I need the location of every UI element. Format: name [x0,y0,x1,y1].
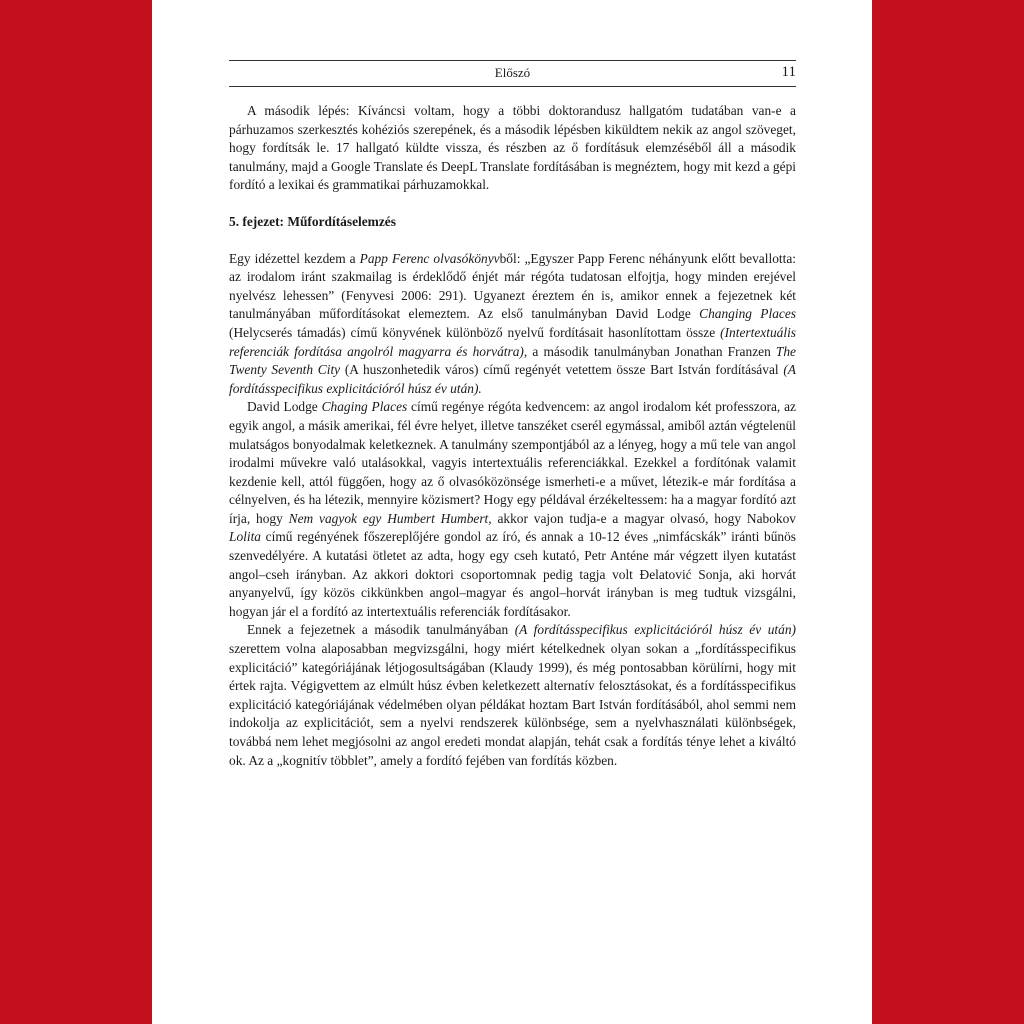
italic-run: (A fordításspecifikus explicitációról húsz év után) [514,622,796,638]
text-run: a második tanulmányban Jonathan Franzen [527,343,776,359]
italic-run: (A fordításspecifikus explicitációról húsz év után). [229,362,796,396]
header-title: Előszó [494,65,531,80]
text-run: ből: „Egyszer Papp Ferenc néhányunk előtt bevallotta: az irodalom iránt szakmailag is érdeklődő énjét már régóta tudatosan elfojtja, hogy minden erejével nyelvész lehessen” (Fenyvesi 2006: 291). Ugyanezt éreztem én is, amikor ennek a fejezetnek két tanulmányában műfordításokat elemeztem. Az első tanulmányban David Lodge [229,250,796,322]
text-run: című regénye régóta kedvencem: az angol irodalom két professzora, az egyik angol, a másik amerikai, fél évre helyet, illetve tanszéket cserél egymással, amiből aztán végtelenül mulatságos bonyodalmak keletkeznek. A tanulmány szempontjából az a lényeg, hogy a mű tele van angol irodalmi művekre való utalásokkal, vagyis intertextuális referenciákkal. Ezekkel a fordítónak valamit kezdenie kell, attól függően, hogy az ő olvasóközönsége ismerheti-e a művet, létezik-e már fordítása a célnyelven, és ha létezik, mennyire közismert? Hogy egy példával érzékeltessem: ha a magyar fordító azt írja, hogy [229,399,796,526]
text-run: szerettem volna alaposabban megvizsgálni, hogy miért kételkednek olyan sokan a „fordításspecifikus explicitáció” kategóriájának létjogosultságában (Klaudy 1999), és még pontosabban körülírni, hogy mit értek rajta. Végigvettem az elmúlt húsz évben keletkezett alternatív felosztásokat, és a fordításspecifikus explicitáció kategóriájának védelmében olyan példákat hoztam Bart István fordításából, ahol semmi nem indokolja az explicitációt, sem a nyelvi rendszerek különbsége, sem a nyelvhasználati különbségek, továbbá nem lehet megjósolni az angol eredeti mondat alapján, tehát csak a fordítás ténye lehet a kiváltó ok. Az a „kognitív többlet”, amely a fordító fejében van fordítás közben. [229,641,796,768]
text-run: Ennek a fejezetnek a második tanulmányában [247,622,515,638]
italic-run: The Twenty Seventh City [229,343,796,378]
text-run: című regényének főszereplőjére gondol az író, és annak a 10-12 éves „nimfácskák” iránti bűnös szenvedélyére. A kutatási ötletet az adta, hogy egy cseh kutató, Petr Anténe már végzett ilyen kutatást angol–cseh irányban. Az akkori doktori csoportomnak pedig tagja volt Đelatović Sonja, aki horvát anyanyelvű, így közös cikkünkben angol–magyar és angol–horvát irányban is meg tudtuk vizsgálni, hogyan jár el a fordító az intertextuális referenciák fordításakor. [229,529,796,619]
italic-run: Changing Places [699,306,796,322]
text-run: Egy idézettel kezdem a [229,250,360,266]
page-number: 11 [781,64,796,80]
italic-run: Papp Ferenc olvasókönyv [359,250,500,266]
right-red-band [872,0,1024,1024]
header-rule [229,86,796,87]
paragraph-1: A második lépés: Kíváncsi voltam, hogy a többi doktorandusz hallgatóm tudatában van-e a párhuzamos szerkesztés kohéziós szerepének, és a második lépésben kiküldtem nekik az angol szöveget, hogy fordítsák le. 17 hallgató küldte vissza, és részben az ő fordításuk elemzéséből áll a második tanulmány, majd a Google Translate és DeepL Translate fordításában is megnéztem, hogy mit kezd a gépi fordító a lexikai és grammatikai párhuzamokkal. [229,103,796,193]
chapter-heading: 5. fejezet: Műfordításelemzés [229,213,396,229]
running-header [229,60,796,87]
italic-run: Chaging Places [321,399,408,415]
italic-run: Lolita [229,529,261,545]
left-red-band [0,0,152,1024]
page-body [229,102,796,770]
paragraph-4 [229,621,796,770]
text-run: (Helycserés támadás) című könyvének különböző nyelvű fordításait hasonlítottam össze [229,324,721,340]
paragraph-3 [229,398,796,621]
book-page [152,0,872,1024]
paragraph-2 [229,250,796,399]
text-run: akkor vajon tudja-e a magyar olvasó, hogy Nabokov [491,510,796,526]
italic-run: (Intertextuális referenciák fordítása angolról magyarra és horvátra), [229,324,796,359]
text-run: David Lodge [247,399,322,415]
text-run: (A huszonhetedik város) című regényét vetettem össze Bart István fordításával [340,362,784,378]
italic-run: Nem vagyok egy Humbert Humbert, [288,510,492,526]
